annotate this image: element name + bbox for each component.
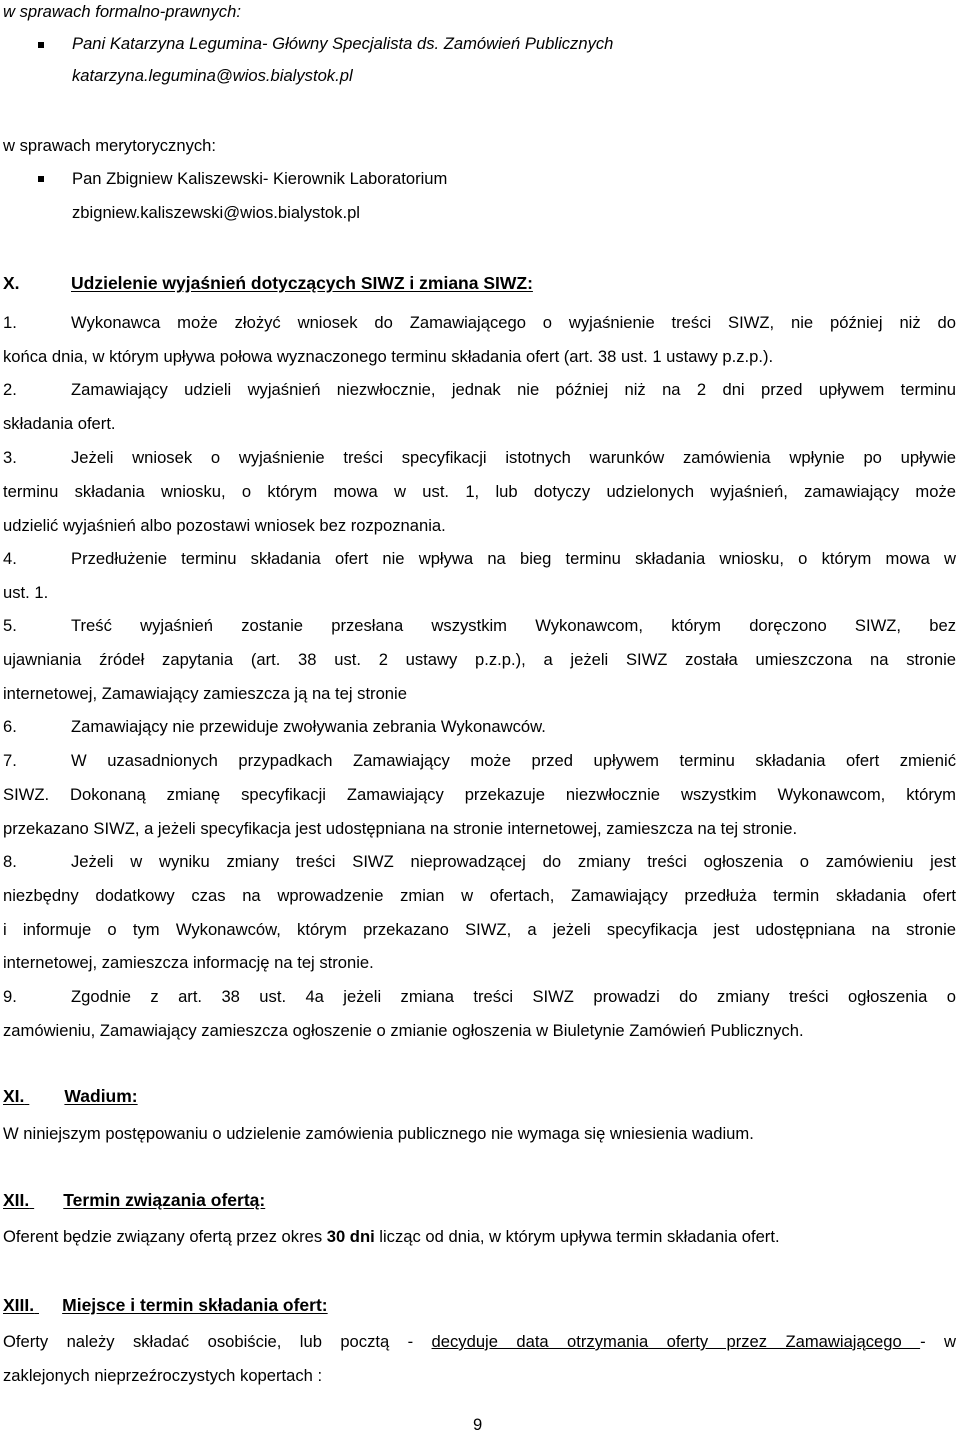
merit-contact-person: Pan Zbigniew Kaliszewski- Kierownik Laboratorium bbox=[72, 169, 448, 188]
formal-contacts-heading: w sprawach formalno-prawnych: bbox=[3, 2, 241, 21]
section-xiii-line-2: zaklejonych nieprzeźroczystych kopertach : bbox=[3, 1366, 323, 1385]
list-item-number: 1. bbox=[3, 313, 17, 332]
section-xiii-underlined-text: decyduje data otrzymania oferty przez Zamawiającego bbox=[431, 1332, 921, 1351]
list-item-number: 2. bbox=[3, 380, 17, 399]
section-xiii-heading bbox=[3, 1295, 328, 1316]
list-item-line: składania ofert. bbox=[3, 413, 116, 433]
list-item-number: 3. bbox=[3, 448, 17, 467]
list-item-line: terminu składania wniosku, o którym mowa w ust. 1, lub dotyczy udzielonych wyjaśnień, zamawiający może bbox=[3, 481, 956, 501]
list-item-number: 9. bbox=[3, 987, 17, 1006]
list-item-line: zamówieniu, Zamawiający zamieszcza ogłoszenie o zmianie ogłoszenia w Biuletynie Zamówień Publicznych. bbox=[3, 1020, 804, 1040]
section-xiii-number: XIII. bbox=[3, 1295, 35, 1315]
list-item-line: i informuje o tym Wykonawców, którym przekazano SIWZ, a jeżeli specyfikacja jest udostępniana na stronie bbox=[3, 919, 956, 939]
section-xi-title: Wadium: bbox=[64, 1086, 138, 1106]
section-xii-title: Termin związania ofertą: bbox=[63, 1190, 266, 1210]
list-item-number: 7. bbox=[3, 751, 17, 770]
bullet-icon bbox=[38, 176, 44, 182]
list-item-line: Zgodnie z art. 38 ust. 4a jeżeli zmiana treści SIWZ prowadzi do zmiany treści ogłoszenia o bbox=[71, 987, 956, 1006]
list-item-line: Treść wyjaśnień zostanie przesłana wszystkim Wykonawcom, którym doręczono SIWZ, bez bbox=[71, 616, 956, 635]
section-xiii-line-1 bbox=[3, 1332, 956, 1352]
list-item-line: internetowej, zamieszcza informację na tej stronie. bbox=[3, 953, 374, 973]
list-item-line: ujawniania źródeł zapytania (art. 38 ust. 2 ustawy p.z.p.), a jeżeli SIWZ została umieszczona na stronie bbox=[3, 649, 956, 669]
section-xii-text-end: licząc od dnia, w którym upływa termin składania ofert. bbox=[374, 1227, 780, 1246]
list-item-line: Zamawiający nie przewiduje zwoływania zebrania Wykonawców. bbox=[71, 717, 546, 736]
bullet-icon bbox=[38, 42, 44, 48]
section-xi-heading bbox=[3, 1086, 138, 1107]
formal-contact-email: katarzyna.legumina@wios.bialystok.pl bbox=[72, 66, 353, 85]
list-item-line: udzielić wyjaśnień albo pozostawi wniosek bez rozpoznania. bbox=[3, 515, 446, 535]
section-x-title: Udzielenie wyjaśnień dotyczących SIWZ i zmiana SIWZ: bbox=[71, 273, 533, 293]
list-item-line: niezbędny dodatkowy czas na wprowadzenie zmian w ofertach, Zamawiający przedłuża termin składania ofert bbox=[3, 885, 956, 905]
section-xii-text-start: Oferent będzie związany ofertą przez okres bbox=[3, 1227, 327, 1246]
section-x-number: X. bbox=[3, 273, 20, 293]
list-item-line: internetowej, Zamawiający zamieszcza ją na tej stronie bbox=[3, 683, 407, 703]
section-xiii-title: Miejsce i termin składania ofert: bbox=[62, 1295, 328, 1315]
binding-period: 30 dni bbox=[326, 1227, 375, 1246]
formal-contact-person: Pani Katarzyna Legumina- Główny Specjalista ds. Zamówień Publicznych bbox=[72, 34, 614, 53]
list-item-line: Wykonawca może złożyć wniosek do Zamawiającego o wyjaśnienie treści SIWZ, nie później niż do bbox=[71, 313, 956, 332]
list-item-number: 8. bbox=[3, 852, 17, 871]
list-item-line: przekazano SIWZ, a jeżeli specyfikacja jest udostępniana na stronie internetowej, zamieszcza na tej stronie. bbox=[3, 818, 798, 838]
section-xii-text bbox=[3, 1227, 780, 1247]
page-number: 9 bbox=[473, 1415, 483, 1434]
list-item-line: W uzasadnionych przypadkach Zamawiający może przed upływem terminu składania ofert zmienić bbox=[71, 751, 956, 770]
list-item-line: końca dnia, w którym upływa połowa wyznaczonego terminu składania ofert (art. 38 ust. 1 ustawy p.z.p.). bbox=[3, 346, 774, 366]
section-xii-number: XII. bbox=[3, 1190, 30, 1210]
list-item-number: 4. bbox=[3, 549, 17, 568]
section-xii-heading bbox=[3, 1190, 265, 1211]
section-xi-number: XI. bbox=[3, 1086, 25, 1106]
list-item-line: ust. 1. bbox=[3, 582, 49, 602]
merit-contact-email: zbigniew.kaliszewski@wios.bialystok.pl bbox=[72, 203, 360, 222]
merit-contacts-heading: w sprawach merytorycznych: bbox=[3, 136, 217, 155]
list-item-number: 5. bbox=[3, 616, 17, 635]
section-xiii-line-1-start: Oferty należy składać osobiście, lub pocztą - bbox=[3, 1332, 432, 1351]
list-item-line: Jeżeli w wyniku zmiany treści SIWZ nieprowadzącej do zmiany treści ogłoszenia o zamówieniu jest bbox=[71, 852, 956, 871]
list-item-line: Jeżeli wniosek o wyjaśnienie treści specyfikacji istotnych warunków zamówienia wpłynie po upływie bbox=[71, 448, 956, 467]
list-item-line: Przedłużenie terminu składania ofert nie wpływa na bieg terminu składania wniosku, o którym mowa w bbox=[71, 549, 956, 568]
section-xi-text: W niniejszym postępowaniu o udzielenie zamówienia publicznego nie wymaga się wniesienia wadium. bbox=[3, 1124, 754, 1143]
list-item-number: 6. bbox=[3, 717, 17, 736]
section-x-heading bbox=[3, 273, 533, 294]
list-item-line: SIWZ. Dokonaną zmianę specyfikacji Zamawiający przekazuje niezwłocznie wszystkim Wykonawcom, którym bbox=[3, 784, 956, 804]
list-item-line: Zamawiający udzieli wyjaśnień niezwłocznie, jednak nie później niż na 2 dni przed upływem terminu bbox=[71, 380, 956, 399]
section-xiii-line-1-end: - w bbox=[920, 1332, 957, 1351]
